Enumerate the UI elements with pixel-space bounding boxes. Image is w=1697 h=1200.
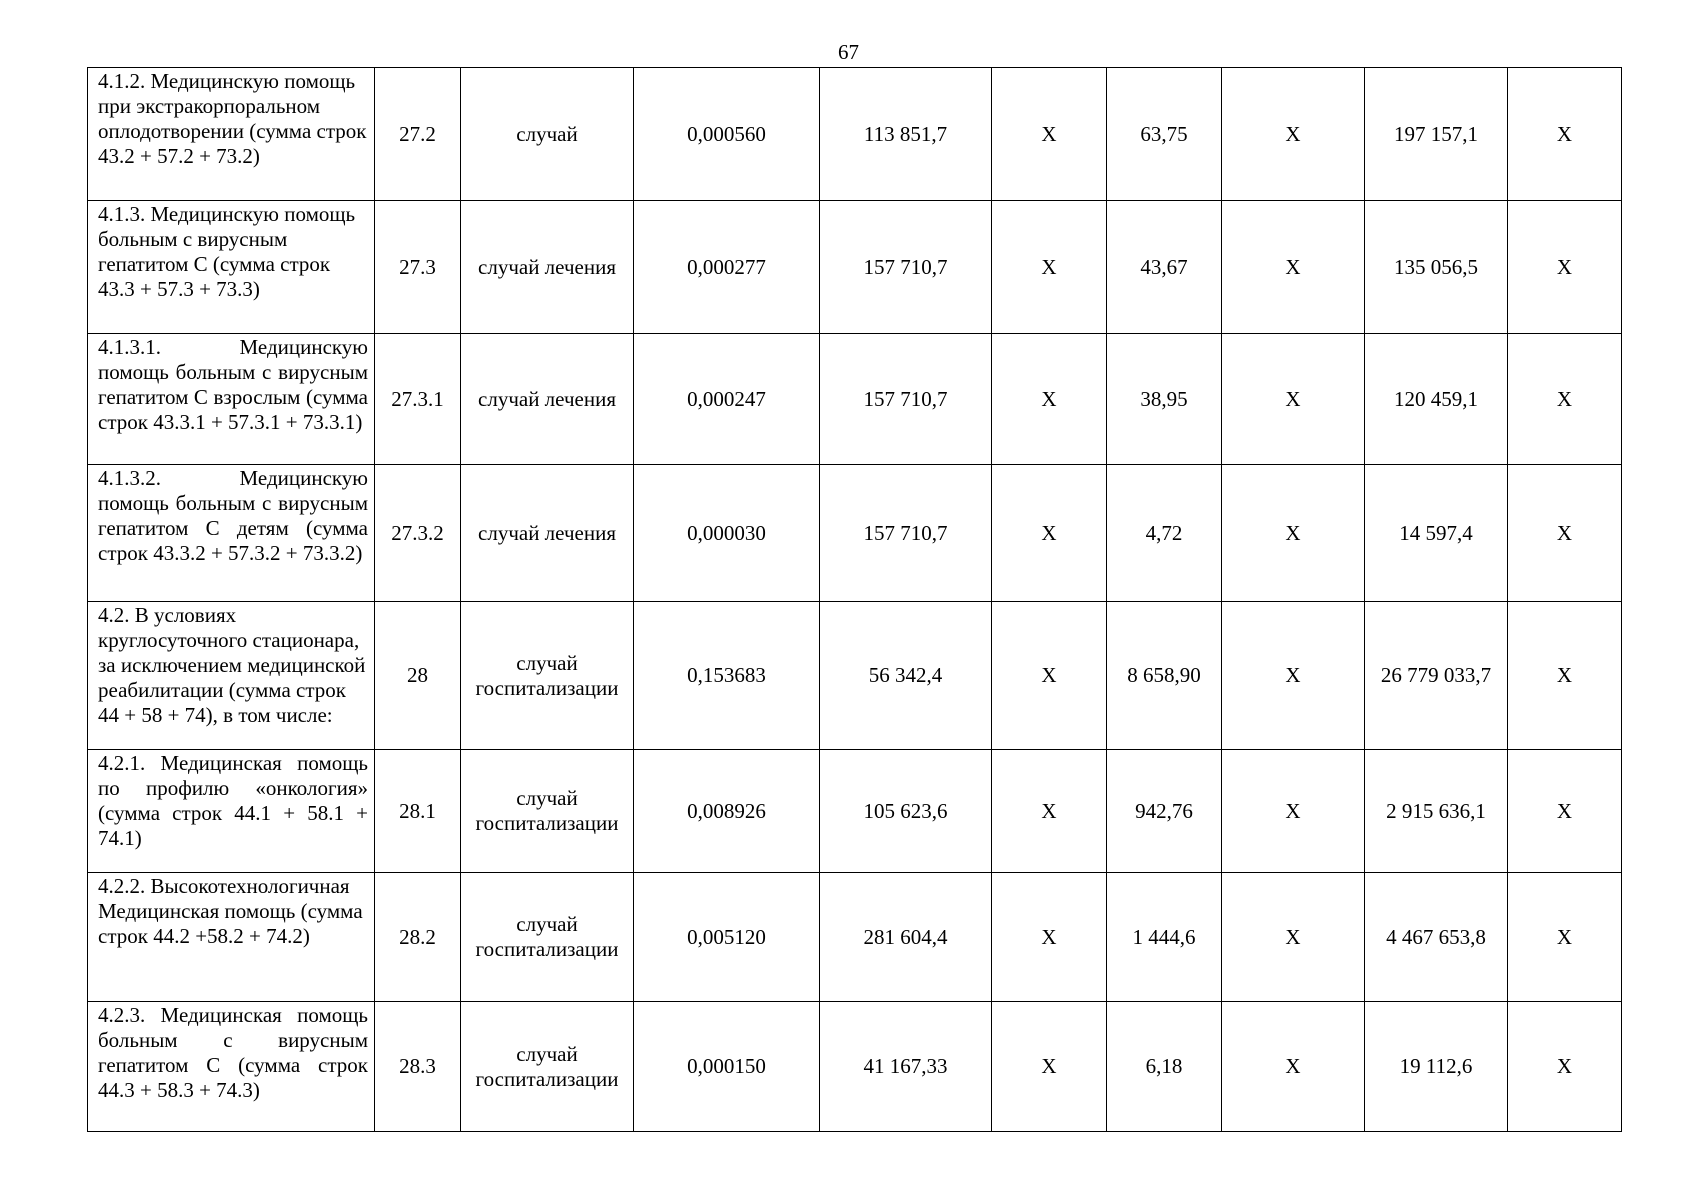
- row-col9-cell: X: [1508, 602, 1622, 750]
- row-name-cell: 4.2.2. Высокотехнологичная Медицинская помощь (сумма строк 44.2 +58.2 + 74.2): [88, 873, 375, 1002]
- row-col8-cell: 14 597,4: [1365, 465, 1508, 602]
- row-name-cell: 4.1.3.2. Медицинскую помощь больным с вирусным гепатитом С детям (сумма строк 43.3.2 + 57.3.2 + 73.3.2): [88, 465, 375, 602]
- row-col6-cell: 4,72: [1107, 465, 1222, 602]
- row-col5-cell: X: [992, 873, 1107, 1002]
- row-name-cell: 4.1.3. Медицинскую помощь больным с вирусным гепатитом С (сумма строк 43.3 + 57.3 + 73.3): [88, 201, 375, 334]
- row-col8-cell: 135 056,5: [1365, 201, 1508, 334]
- row-unit-cell: случай лечения: [461, 334, 634, 465]
- row-col5-cell: X: [992, 750, 1107, 873]
- row-col8-cell: 19 112,6: [1365, 1002, 1508, 1132]
- row-code-cell: 28.2: [375, 873, 461, 1002]
- row-unit-cell: случай лечения: [461, 201, 634, 334]
- row-name-cell: 4.2. В условиях круглосуточного стационара, за исключением медицинской реабилитации (сумма строк 44 + 58 + 74), в том числе:: [88, 602, 375, 750]
- row-col5-cell: X: [992, 201, 1107, 334]
- row-code-cell: 28.3: [375, 1002, 461, 1132]
- page-number: 67: [838, 40, 859, 64]
- table-row: [88, 873, 1622, 1002]
- table-row: [88, 1002, 1622, 1132]
- row-col8-cell: 197 157,1: [1365, 68, 1508, 201]
- row-col6-cell: 63,75: [1107, 68, 1222, 201]
- row-cost-cell: 41 167,33: [820, 1002, 992, 1132]
- row-col7-cell: X: [1222, 602, 1365, 750]
- row-cost-cell: 56 342,4: [820, 602, 992, 750]
- row-col8-cell: 120 459,1: [1365, 334, 1508, 465]
- row-col6-cell: 1 444,6: [1107, 873, 1222, 1002]
- row-col5-cell: X: [992, 465, 1107, 602]
- table-row: [88, 602, 1622, 750]
- row-col7-cell: X: [1222, 68, 1365, 201]
- row-col5-cell: X: [992, 68, 1107, 201]
- row-col6-cell: 38,95: [1107, 334, 1222, 465]
- row-col9-cell: X: [1508, 68, 1622, 201]
- row-col9-cell: X: [1508, 750, 1622, 873]
- row-col8-cell: 2 915 636,1: [1365, 750, 1508, 873]
- row-unit-cell: случай госпитализации: [461, 602, 634, 750]
- row-cost-cell: 157 710,7: [820, 334, 992, 465]
- table-row: [88, 750, 1622, 873]
- row-norm-cell: 0,000277: [634, 201, 820, 334]
- row-cost-cell: 113 851,7: [820, 68, 992, 201]
- table-row: [88, 201, 1622, 334]
- row-col7-cell: X: [1222, 1002, 1365, 1132]
- row-name-cell: 4.1.2. Медицинскую помощь при экстракорпоральном оплодотворении (сумма строк 43.2 + 57.2 + 73.2): [88, 68, 375, 201]
- data-table: [87, 67, 1622, 1132]
- row-code-cell: 28.1: [375, 750, 461, 873]
- row-col6-cell: 942,76: [1107, 750, 1222, 873]
- row-col8-cell: 26 779 033,7: [1365, 602, 1508, 750]
- row-col5-cell: X: [992, 334, 1107, 465]
- row-col9-cell: X: [1508, 334, 1622, 465]
- row-unit-cell: случай госпитализации: [461, 873, 634, 1002]
- row-cost-cell: 105 623,6: [820, 750, 992, 873]
- row-col7-cell: X: [1222, 873, 1365, 1002]
- row-unit-cell: случай госпитализации: [461, 750, 634, 873]
- row-cost-cell: 157 710,7: [820, 465, 992, 602]
- row-unit-cell: случай лечения: [461, 465, 634, 602]
- row-code-cell: 28: [375, 602, 461, 750]
- row-col7-cell: X: [1222, 465, 1365, 602]
- row-col9-cell: X: [1508, 201, 1622, 334]
- row-col6-cell: 8 658,90: [1107, 602, 1222, 750]
- row-code-cell: 27.2: [375, 68, 461, 201]
- row-norm-cell: 0,005120: [634, 873, 820, 1002]
- row-col7-cell: X: [1222, 750, 1365, 873]
- row-code-cell: 27.3: [375, 201, 461, 334]
- row-name-cell: 4.2.3. Медицинская помощь больным с вирусным гепатитом С (сумма строк 44.3 + 58.3 + 74.3): [88, 1002, 375, 1132]
- row-norm-cell: 0,153683: [634, 602, 820, 750]
- row-cost-cell: 281 604,4: [820, 873, 992, 1002]
- row-norm-cell: 0,000030: [634, 465, 820, 602]
- row-col5-cell: X: [992, 1002, 1107, 1132]
- row-name-cell: 4.1.3.1. Медицинскую помощь больным с вирусным гепатитом С взрослым (сумма строк 43.3.1 + 57.3.1 + 73.3.1): [88, 334, 375, 465]
- row-name-cell: 4.2.1. Медицинская помощь по профилю «онкология» (сумма строк 44.1 + 58.1 + 74.1): [88, 750, 375, 873]
- row-norm-cell: 0,000560: [634, 68, 820, 201]
- row-col6-cell: 43,67: [1107, 201, 1222, 334]
- row-unit-cell: случай: [461, 68, 634, 201]
- row-col8-cell: 4 467 653,8: [1365, 873, 1508, 1002]
- row-col7-cell: X: [1222, 201, 1365, 334]
- table-row: [88, 68, 1622, 201]
- table-row: [88, 465, 1622, 602]
- row-cost-cell: 157 710,7: [820, 201, 992, 334]
- row-code-cell: 27.3.2: [375, 465, 461, 602]
- table-row: [88, 334, 1622, 465]
- row-col6-cell: 6,18: [1107, 1002, 1222, 1132]
- row-col9-cell: X: [1508, 1002, 1622, 1132]
- row-col9-cell: X: [1508, 465, 1622, 602]
- row-unit-cell: случай госпитализации: [461, 1002, 634, 1132]
- row-col7-cell: X: [1222, 334, 1365, 465]
- row-norm-cell: 0,008926: [634, 750, 820, 873]
- row-norm-cell: 0,000247: [634, 334, 820, 465]
- row-code-cell: 27.3.1: [375, 334, 461, 465]
- row-col9-cell: X: [1508, 873, 1622, 1002]
- row-norm-cell: 0,000150: [634, 1002, 820, 1132]
- row-col5-cell: X: [992, 602, 1107, 750]
